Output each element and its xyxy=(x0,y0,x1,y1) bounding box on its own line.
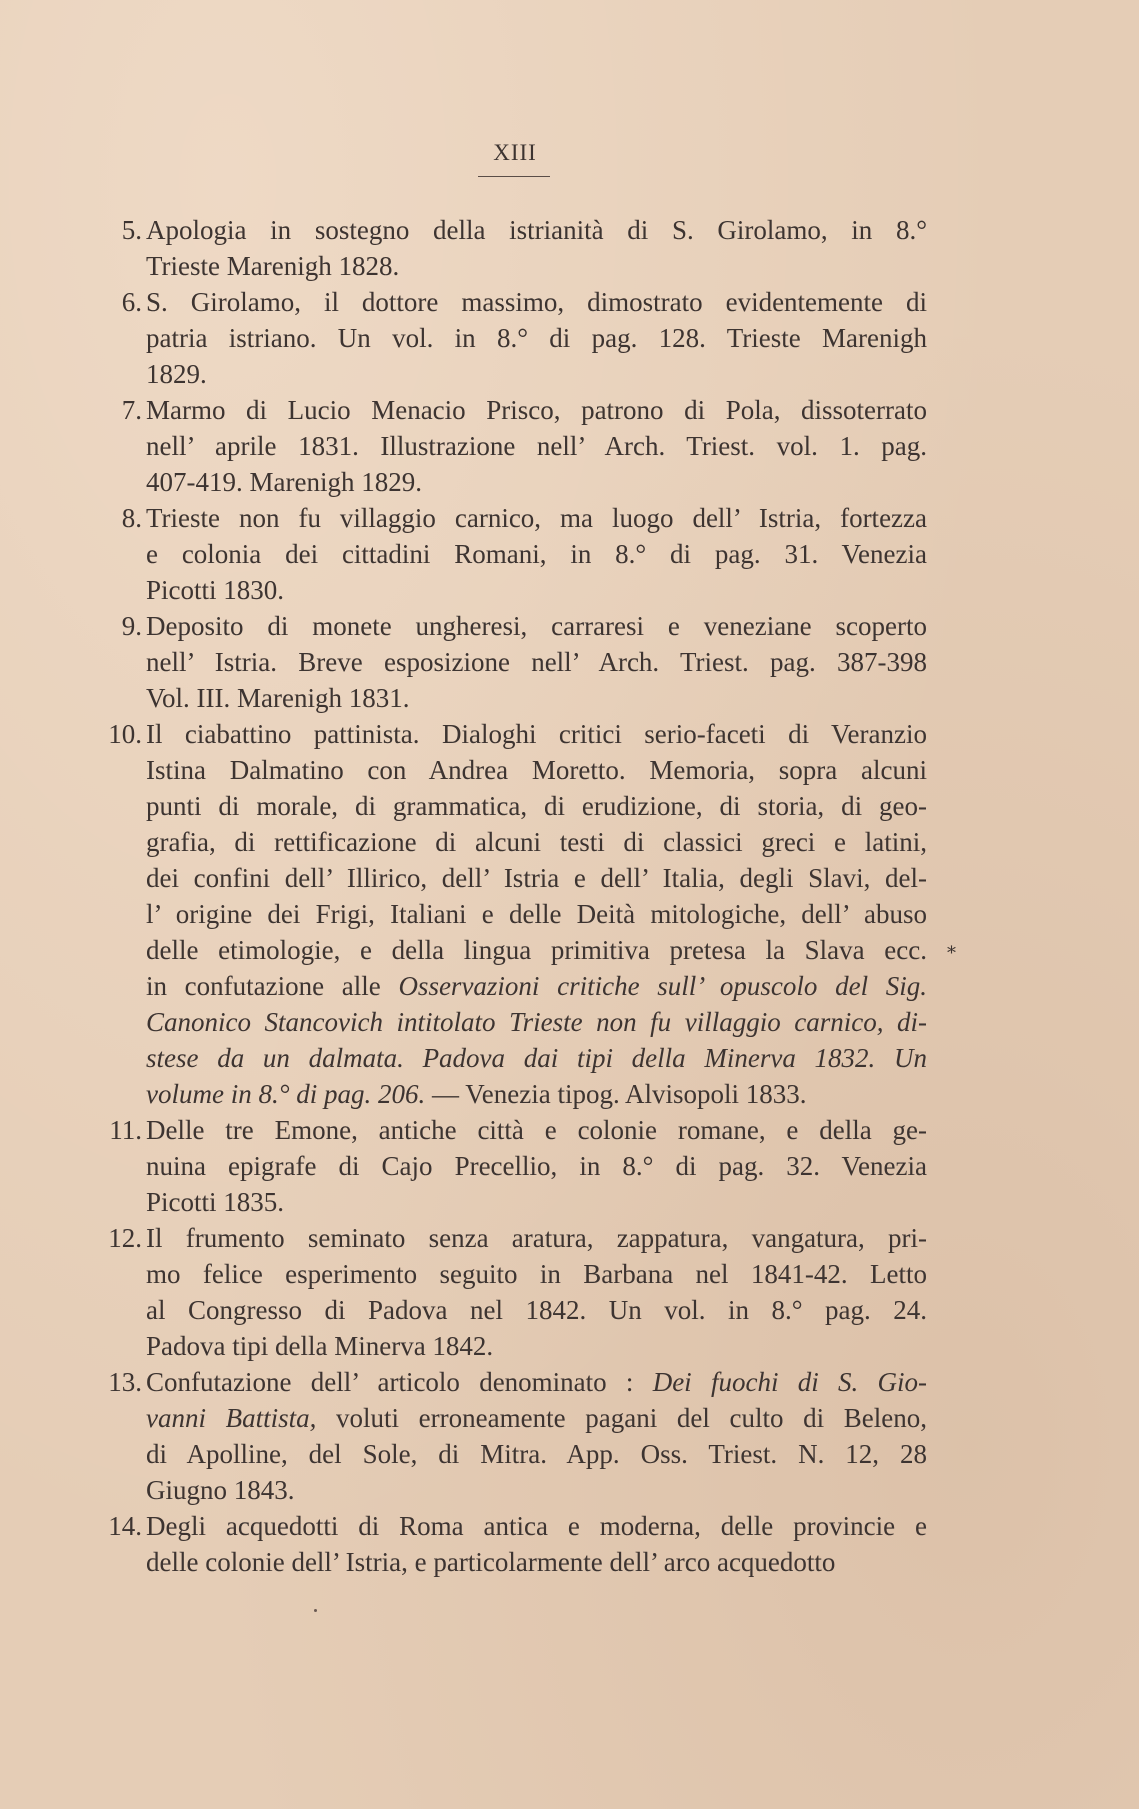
italic-text: Canonico Stancovich intitolato Trieste non fu villaggio carnico, di- xyxy=(146,1007,927,1037)
entry-text: delle etimologie, e della lingua primitiva pretesa la Slava ecc. xyxy=(146,935,927,965)
entry-line xyxy=(146,1292,927,1328)
entry-line xyxy=(146,1004,927,1040)
entry-number: 5. xyxy=(121,215,142,245)
entry-text: al Congresso di Padova nel 1842. Un vol. in 8.° pag. 24. xyxy=(146,1295,927,1325)
entry-line xyxy=(146,248,927,284)
entry-text: S. Girolamo, il dottore massimo, dimostrato evidentemente di xyxy=(146,287,927,317)
entry-text: Picotti 1835. xyxy=(146,1187,285,1217)
entry-line xyxy=(146,1508,927,1544)
entry-text: e colonia dei cittadini Romani, in 8.° di pag. 31. Venezia xyxy=(146,539,927,569)
entry-text: l’ origine dei Frigi, Italiani e delle Deità mitologiche, dell’ abuso xyxy=(146,899,927,929)
entry-line xyxy=(146,1472,927,1508)
entry-text: Vol. III. Marenigh 1831. xyxy=(146,683,410,713)
entry-number: 6. xyxy=(121,287,142,317)
italic-text: volume in 8.° di pag. 206. xyxy=(146,1079,426,1109)
entry-line xyxy=(146,428,927,464)
entry-text: di Apolline, del Sole, di Mitra. App. Oss. Triest. N. 12, 28 xyxy=(146,1439,927,1469)
entry-text: Confutazione dell’ articolo denominato : xyxy=(146,1367,653,1397)
entry-line xyxy=(146,968,927,1004)
entry-text: Delle tre Emone, antiche città e colonie romane, e della ge- xyxy=(146,1115,927,1145)
page-number: XIII xyxy=(493,140,537,165)
entry-line xyxy=(146,284,927,320)
entry-number: 7. xyxy=(121,395,142,425)
bibliography-list xyxy=(100,212,927,1580)
entry-line xyxy=(146,1184,927,1220)
bibliography-entry xyxy=(100,212,927,284)
bibliography-entry xyxy=(100,608,927,716)
entry-line xyxy=(146,1400,927,1436)
entry-line xyxy=(146,788,927,824)
entry-number: 10. xyxy=(108,719,142,749)
entry-line xyxy=(146,1328,927,1364)
page-number-rule xyxy=(478,176,550,177)
entry-text: Apologia in sostegno della istrianità di S. Girolamo, in 8.° xyxy=(146,215,927,245)
entry-line xyxy=(146,1220,927,1256)
entry-text: Istina Dalmatino con Andrea Moretto. Memoria, sopra alcuni xyxy=(146,755,927,785)
bibliography-entry xyxy=(100,392,927,500)
bibliography-entry xyxy=(100,1364,927,1508)
bibliography-entry xyxy=(100,716,927,1112)
paper-speck xyxy=(314,1609,317,1612)
entry-number: 13. xyxy=(108,1367,142,1397)
entry-text: 407-419. Marenigh 1829. xyxy=(146,467,422,497)
entry-line xyxy=(146,320,927,356)
entry-text: nell’ Istria. Breve esposizione nell’ Arch. Triest. pag. 387-398 xyxy=(146,647,927,677)
entry-text: Deposito di monete ungheresi, carraresi e veneziane scoperto xyxy=(146,611,927,641)
entry-text: Degli acquedotti di Roma antica e moderna, delle provincie e xyxy=(146,1511,927,1541)
entry-line xyxy=(146,932,927,968)
entry-text: — Venezia tipog. Alvisopoli 1833. xyxy=(425,1079,807,1109)
entry-text: nuina epigrafe di Cajo Precellio, in 8.° di pag. 32. Venezia xyxy=(146,1151,927,1181)
entry-line xyxy=(146,608,927,644)
entry-line xyxy=(146,212,927,248)
margin-mark: ⁎ xyxy=(947,937,956,957)
entry-line xyxy=(146,824,927,860)
entry-text: Giugno 1843. xyxy=(146,1475,295,1505)
entry-number: 8. xyxy=(121,503,142,533)
entry-text: Padova tipi della Minerva 1842. xyxy=(146,1331,494,1361)
italic-text: stese da un dalmata. Padova dai tipi della Minerva 1832. Un xyxy=(146,1043,927,1073)
entry-text: dei confini dell’ Illirico, dell’ Istria e dell’ Italia, degli Slavi, del- xyxy=(146,863,927,893)
bibliography-entry xyxy=(100,1220,927,1364)
entry-line xyxy=(146,464,927,500)
bibliography-entry xyxy=(100,500,927,608)
italic-text: Dei fuochi di S. Gio- xyxy=(652,1367,927,1397)
entry-line xyxy=(146,752,927,788)
entry-text: Picotti 1830. xyxy=(146,575,285,605)
entry-line xyxy=(146,500,927,536)
italic-text: Osservazioni critiche sull’ opuscolo del Sig. xyxy=(398,971,928,1001)
entry-line xyxy=(146,1040,927,1076)
entry-line xyxy=(146,860,927,896)
entry-line xyxy=(146,680,927,716)
entry-number: 14. xyxy=(108,1511,142,1541)
entry-text: nell’ aprile 1831. Illustrazione nell’ Arch. Triest. vol. 1. pag. xyxy=(146,431,927,461)
entry-line xyxy=(146,1436,927,1472)
entry-line xyxy=(146,1256,927,1292)
entry-line xyxy=(146,1076,927,1112)
entry-text: grafia, di rettificazione di alcuni testi di classici greci e latini, xyxy=(146,827,927,857)
bibliography-entry xyxy=(100,1508,927,1580)
entry-text: punti di morale, di grammatica, di erudizione, di storia, di geo- xyxy=(146,791,927,821)
entry-text: 1829. xyxy=(146,359,207,389)
entry-line xyxy=(146,1148,927,1184)
entry-text: Trieste Marenigh 1828. xyxy=(146,251,400,281)
entry-text: Trieste non fu villaggio carnico, ma luogo dell’ Istria, fortezza xyxy=(146,503,927,533)
entry-line xyxy=(146,896,927,932)
entry-line xyxy=(146,392,927,428)
italic-text: vanni Battista, xyxy=(146,1403,317,1433)
bibliography-entry xyxy=(100,1112,927,1220)
entry-text: delle colonie dell’ Istria, e particolarmente dell’ arco acquedotto xyxy=(146,1547,836,1577)
entry-text: in confutazione alle xyxy=(146,971,399,1001)
entry-line xyxy=(146,1544,927,1580)
entry-line xyxy=(146,536,927,572)
entry-text: Marmo di Lucio Menacio Prisco, patrono di Pola, dissoterrato xyxy=(146,395,927,425)
entry-text: mo felice esperimento seguito in Barbana nel 1841-42. Letto xyxy=(146,1259,927,1289)
entry-number: 9. xyxy=(121,611,142,641)
entry-line xyxy=(146,644,927,680)
entry-line xyxy=(146,1112,927,1148)
entry-text: Il ciabattino pattinista. Dialoghi critici serio-faceti di Veranzio xyxy=(146,719,927,749)
entry-text: voluti erroneamente pagani del culto di Beleno, xyxy=(316,1403,927,1433)
entry-text: Il frumento seminato senza aratura, zappatura, vangatura, pri- xyxy=(146,1223,927,1253)
entry-line xyxy=(146,716,927,752)
entry-number: 12. xyxy=(108,1223,142,1253)
bibliography-entry xyxy=(100,284,927,392)
entry-line xyxy=(146,356,927,392)
entry-line xyxy=(146,572,927,608)
entry-text: patria istriano. Un vol. in 8.° di pag. 128. Trieste Marenigh xyxy=(146,323,927,353)
entry-line xyxy=(146,1364,927,1400)
entry-number: 11. xyxy=(109,1115,142,1145)
